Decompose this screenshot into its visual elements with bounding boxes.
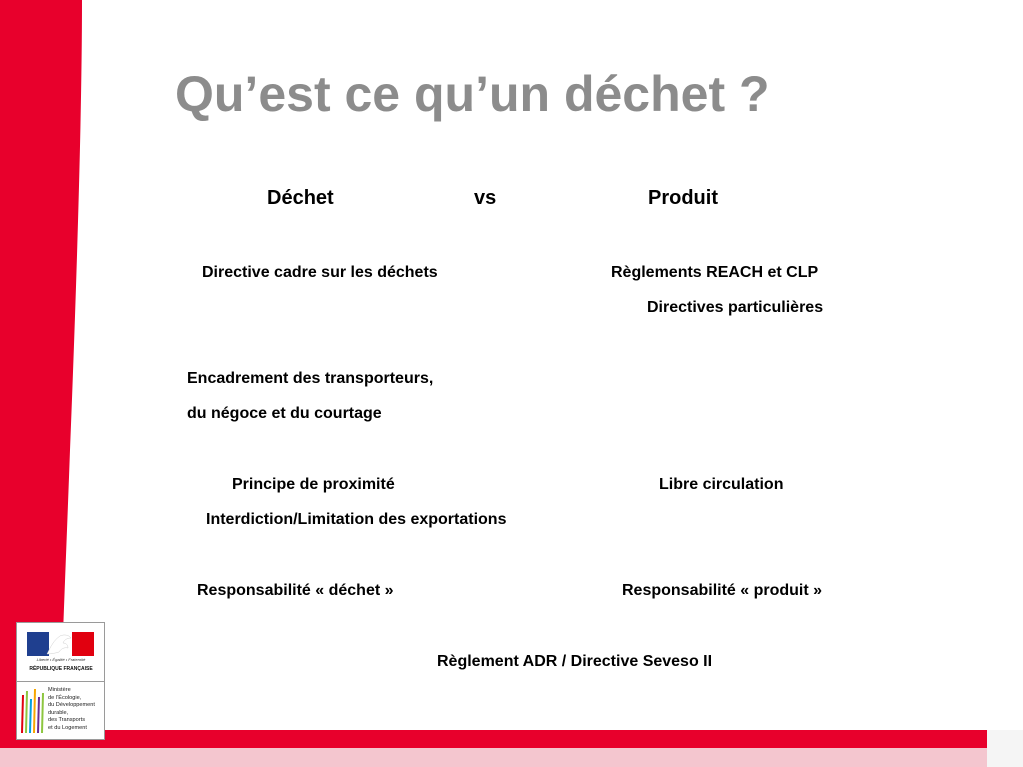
header-vs: vs xyxy=(474,187,497,209)
header-dechet: Déchet xyxy=(267,187,334,209)
interdiction-text: Interdiction/Limitation des exportations xyxy=(206,511,507,528)
libre-circulation-text: Libre circulation xyxy=(659,476,784,493)
directives-particulieres-text: Directives particulières xyxy=(647,299,824,316)
ministry-line: de l’Écologie, xyxy=(48,694,82,701)
ministry-name xyxy=(48,687,95,733)
ministry-line: du Développement xyxy=(48,702,95,709)
logo-motto: Liberté • Égalité • Fraternité xyxy=(36,657,86,662)
slide-title: Qu’est ce qu’un déchet ? xyxy=(175,66,770,122)
bottom-pink-bar xyxy=(0,748,987,767)
republique-francaise-logo xyxy=(17,623,104,682)
ministry-logo xyxy=(16,622,105,740)
reglement-adr-text: Règlement ADR / Directive Seveso II xyxy=(437,653,713,670)
encadrement-line2: du négoce et du courtage xyxy=(187,405,382,422)
ministry-line: durable, xyxy=(48,709,69,716)
header-produit: Produit xyxy=(648,187,718,209)
marianne-flag-icon xyxy=(27,632,94,656)
responsabilite-dechet-text: Responsabilité « déchet » xyxy=(197,582,394,599)
reglements-reach-text: Règlements REACH et CLP xyxy=(611,264,819,281)
bottom-right-corner xyxy=(987,730,1023,767)
ministry-line: des Transports xyxy=(48,717,85,724)
directive-cadre-text: Directive cadre sur les déchets xyxy=(202,264,438,281)
principe-proximite-text: Principe de proximité xyxy=(232,476,395,493)
ministry-line: Ministère xyxy=(48,687,71,693)
responsabilite-produit-text: Responsabilité « produit » xyxy=(622,582,823,599)
encadrement-line1: Encadrement des transporteurs, xyxy=(187,370,434,387)
ministry-stripes-icon xyxy=(20,687,46,735)
logo-republique: RÉPUBLIQUE FRANÇAISE xyxy=(29,666,93,672)
ministry-line: et du Logement xyxy=(48,724,87,731)
